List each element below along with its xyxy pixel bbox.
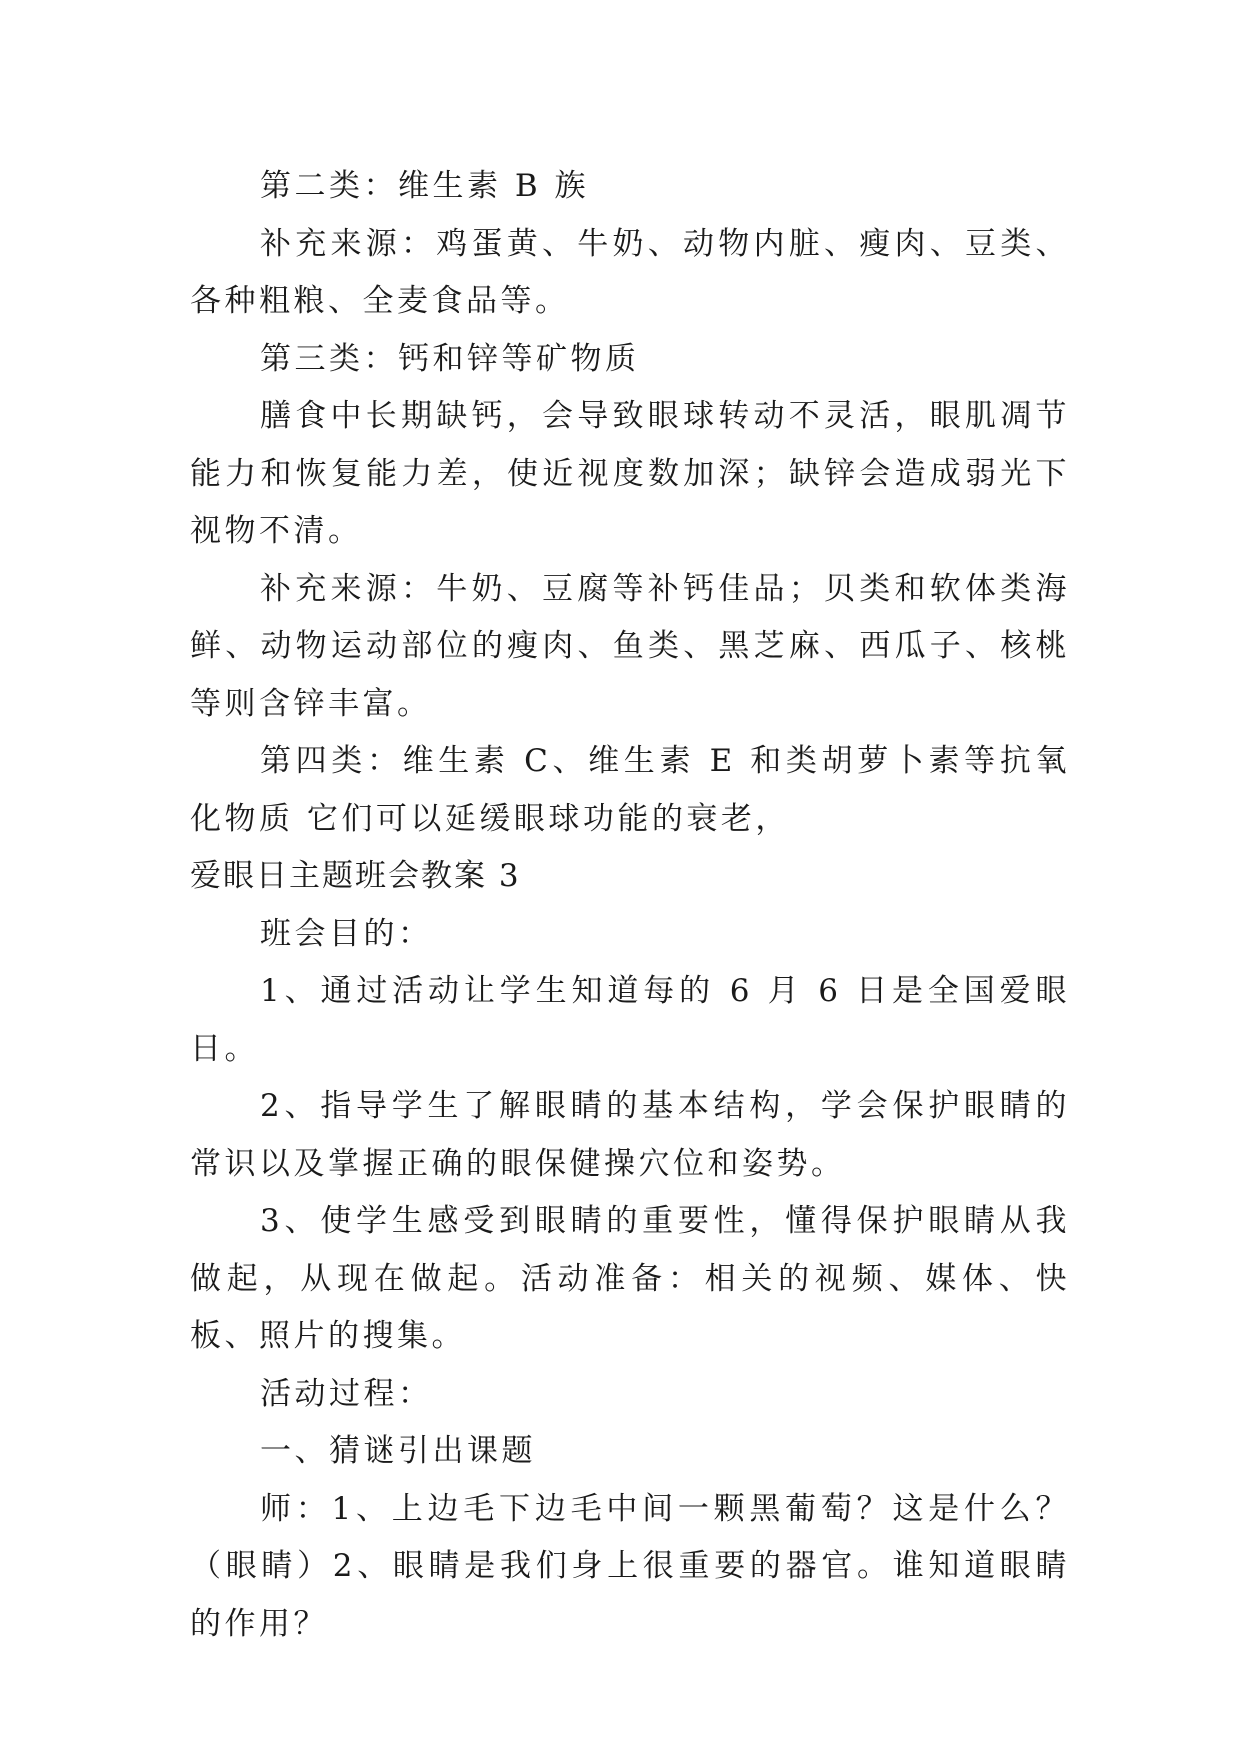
paragraph-teacher-riddle: 师：1、上边毛下边毛中间一颗黑葡萄？这是什么？（眼睛）2、眼睛是我们身上很重要的器官。谁知道眼睛的作用？ [190, 1490, 1070, 1642]
paragraph-calcium-zinc-deficiency: 膳食中长期缺钙，会导致眼球转动不灵活，眼肌凋节能力和恢复能力差，使近视度数加深；缺锌会造成弱光下视物不清。 [190, 398, 1070, 549]
section-title-lesson-plan-3: 爱眼日主题班会教案 3 [190, 858, 521, 894]
paragraph-vitamin-b-sources: 补充来源：鸡蛋黄、牛奶、动物内脏、瘦肉、豆类、各种粗粮、全麦食品等。 [190, 225, 1070, 319]
paragraph-minerals-heading: 第三类：钙和锌等矿物质 [260, 340, 640, 377]
paragraph-minerals-sources: 补充来源：牛奶、豆腐等补钙佳品；贝类和软体类海鲜、动物运动部位的瘦肉、鱼类、黑芝麻、西瓜子、核桃等则含锌丰富。 [190, 570, 1070, 722]
paragraph-meeting-goals-label: 班会目的： [260, 915, 433, 952]
paragraph-step-1-riddle: 一、猜谜引出课题 [260, 1433, 536, 1469]
paragraph-goal-3: 3、使学生感受到眼睛的重要性，懂得保护眼睛从我做起，从现在做起。活动准备：相关的视频、媒体、快板、照片的搜集。 [190, 1203, 1070, 1354]
paragraph-activity-process-label: 活动过程： [260, 1375, 433, 1412]
paragraph-vitamin-b-heading: 第二类：维生素 B 族 [260, 168, 589, 204]
paragraph-goal-2: 2、指导学生了解眼睛的基本结构，学会保护眼睛的常识以及掌握正确的眼保健操穴位和姿势。 [190, 1088, 1070, 1182]
paragraph-antioxidants-heading: 第四类：维生素 C、维生素 E 和类胡萝卜素等抗氧化物质 它们可以延缓眼球功能的衰老， [190, 743, 1070, 837]
paragraph-goal-1: 1、通过活动让学生知道每的 6 月 6 日是全国爱眼日。 [190, 973, 1070, 1067]
document-body [190, 158, 1070, 1653]
